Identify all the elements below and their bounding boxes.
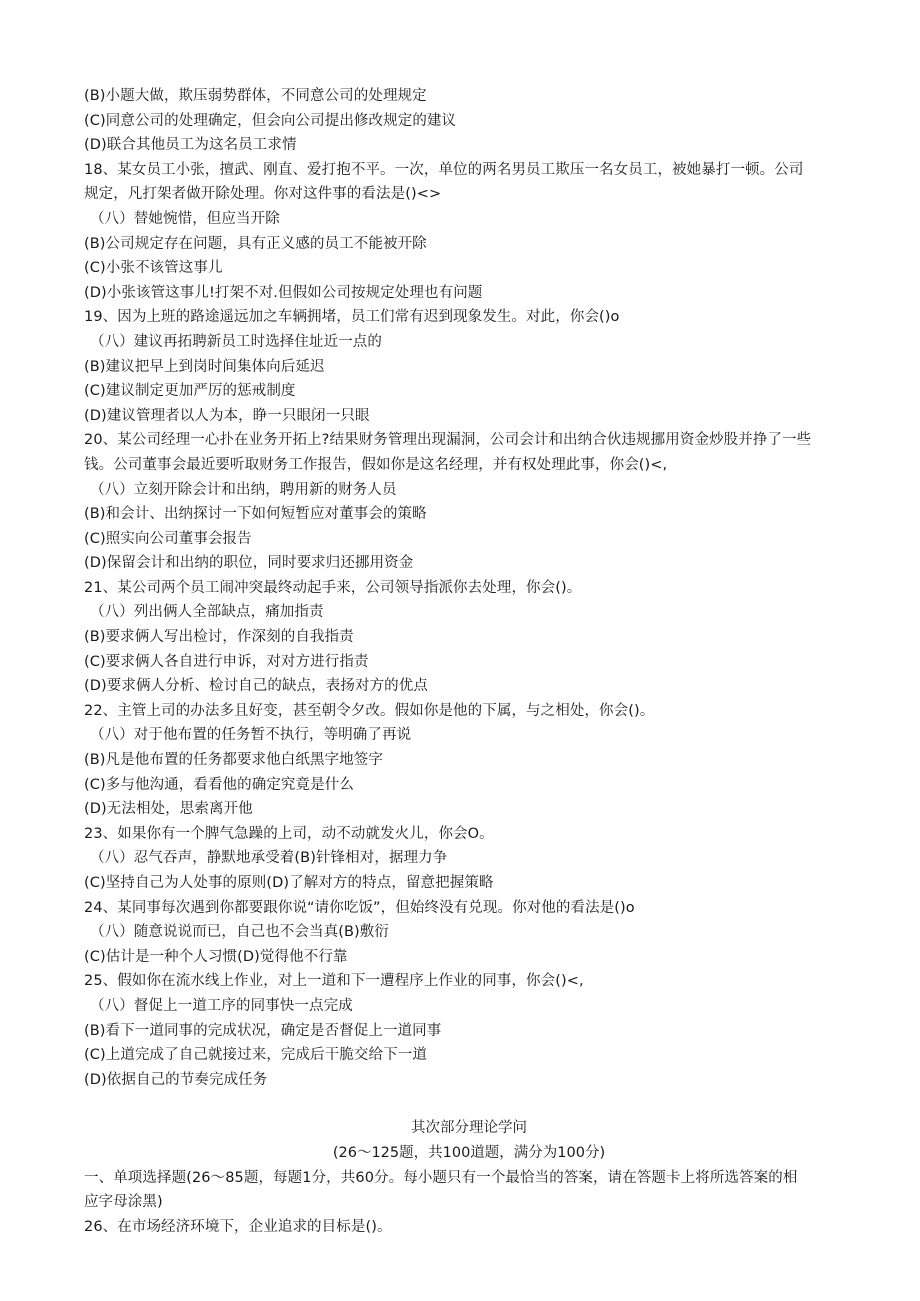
text-line: (B)要求俩人写出检讨，作深刻的自我指责 bbox=[84, 629, 354, 646]
text-line: （八）列出俩人全部缺点，痛加指责 bbox=[90, 604, 324, 621]
text-line: (D)无法相处，思索离开他 bbox=[84, 801, 253, 818]
text-line: (B)看下一道同事的完成状况，确定是否督促上一道同事 bbox=[84, 1022, 442, 1039]
text-line: 21、某公司两个员工闹冲突最终动起手来，公司领导指派你去处理，你会()。 bbox=[84, 579, 582, 596]
text-line: （八）随意说说而已，自己也不会当真(B)敷衍 bbox=[90, 924, 389, 941]
text-line: （八）立刻开除会计和出纳，聘用新的财务人员 bbox=[90, 481, 397, 498]
question-block-part1 bbox=[84, 84, 854, 1092]
text-line: (C)建议制定更加严厉的惩戒制度 bbox=[84, 383, 296, 400]
text-line: (C)坚持自己为人处事的原则(D)了解对方的特点，留意把握策略 bbox=[84, 875, 494, 891]
text-line: 应字母涂黑) bbox=[84, 1194, 163, 1211]
text-line: (C)同意公司的处理确定，但会向公司提出修改规定的建议 bbox=[84, 112, 457, 129]
text-line: (B)建议把早上到岗时间集体向后延迟 bbox=[84, 358, 325, 375]
document-content bbox=[84, 84, 854, 1239]
text-line: 25、假如你在流水线上作业，对上一道和下一遭程序上作业的同事，你会()<, bbox=[84, 973, 584, 990]
text-line: 一、单项选择题(26〜85题，每题1分，共60分。每小题只有一个最恰当的答案，请在答题卡上将所选答案的相 bbox=[84, 1169, 798, 1186]
text-line: 26、在市场经济环境下，企业追求的目标是()。 bbox=[84, 1218, 392, 1235]
text-line: (B)公司规定存在问题，具有正义感的员工不能被开除 bbox=[84, 235, 427, 252]
text-line: (B)小题大做，欺压弱势群体，不同意公司的处理规定 bbox=[84, 88, 427, 104]
text-line: (C)多与他沟通，看看他的确定究竟是什么 bbox=[84, 776, 354, 793]
text-line: 19、因为上班的路途遥远加之车辆拥堵，员工们常有迟到现象发生。对此，你会()o bbox=[84, 309, 620, 326]
question-block-part2 bbox=[84, 1166, 854, 1240]
text-line: 20、某公司经理一心扑在业务开拓上?结果财务管理出现漏洞，公司会计和出纳合伙违规挪用资金炒股并挣了一些 bbox=[84, 432, 812, 449]
text-line: (D)依据自己的节奏完成任务 bbox=[84, 1071, 268, 1088]
text-line: 23、如果你有一个脾气急躁的上司，动不动就发火儿，你会O。 bbox=[84, 825, 494, 842]
section-title: 其次部分理论学问 bbox=[411, 1120, 527, 1137]
text-line: 规定，凡打架者做开除处理。你对这件事的看法是()<> bbox=[84, 186, 442, 203]
section-subtitle: (26〜125题，共100道题，满分为100分) bbox=[332, 1144, 606, 1161]
text-line: （八）对于他布置的任务暂不执行，等明确了再说 bbox=[90, 727, 412, 744]
text-line: 18、某女员工小张，擅武、刚直、爱打抱不平。一次，单位的两名男员工欺压一名女员工，被她暴打一顿。公司 bbox=[84, 161, 804, 178]
text-line: 24、某同事每次遇到你都要跟你说“请你吃饭”，但始终没有兑现。你对他的看法是()o bbox=[84, 899, 635, 916]
text-line: (D)建议管理者以人为本，睁一只眼闭一只眼 bbox=[84, 407, 370, 424]
text-line: 钱。公司董事会最近要听取财务工作报告，假如你是这名经理，并有权处理此事，你会()<, bbox=[84, 456, 668, 473]
text-line: （八）督促上一道工序的同事快一点完成 bbox=[90, 997, 353, 1014]
text-line: 22、主管上司的办法多且好变，甚至朝令夕改。假如你是他的下属，与之相处，你会()。 bbox=[84, 702, 655, 719]
text-line: (C)小张不该管这事儿 bbox=[84, 260, 223, 277]
text-line: (D)要求俩人分析、检讨自己的缺点，表扬对方的优点 bbox=[84, 678, 428, 695]
section-gap bbox=[84, 1092, 854, 1116]
text-line: (D)小张该管这事儿!打架不对.但假如公司按规定处理也有问题 bbox=[84, 284, 483, 301]
text-line: （八）忍气吞声，静默地承受着(B)针锋相对，据理力争 bbox=[90, 850, 448, 867]
text-line: (C)照实向公司董事会报告 bbox=[84, 530, 252, 547]
text-line: (D)保留会计和出纳的职位，同时要求归还挪用资金 bbox=[84, 555, 414, 572]
text-line: (C)上道完成了自己就接过来，完成后干脆交给下一道 bbox=[84, 1047, 427, 1064]
text-line: (B)凡是他布置的任务都要求他白纸黑字地签字 bbox=[84, 752, 383, 769]
text-line: (D)联合其他员工为这名员工求情 bbox=[84, 137, 297, 154]
text-line: (B)和会计、出纳探讨一下如何短暂应对董事会的策略 bbox=[84, 506, 427, 523]
text-line: （八）替她惋惜，但应当开除 bbox=[90, 210, 280, 227]
text-line: (C)要求俩人各自进行申诉，对对方进行指责 bbox=[84, 653, 369, 670]
text-line: (C)估计是一种个人习惯(D)觉得他不行靠 bbox=[84, 948, 348, 965]
text-line: （八）建议再拓聘新员工时选择住址近一点的 bbox=[90, 333, 382, 350]
